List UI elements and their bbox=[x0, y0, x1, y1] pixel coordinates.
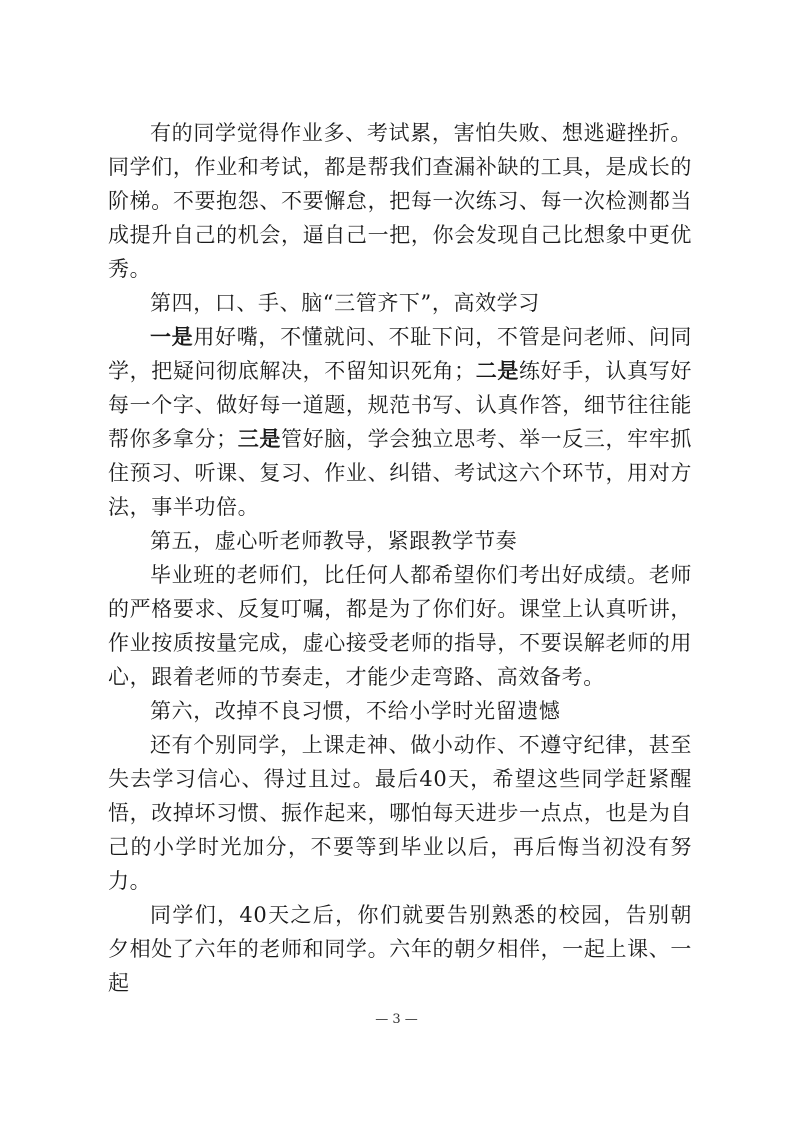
paragraph-teachers: 毕业班的老师们，比任何人都希望你们考出好成绩。老师的严格要求、反复叮嘱，都是为了你们好。课堂上认真听讲，作业按质按量完成，虚心接受老师的指导，不要误解老师的用心，跟着老师的节奏走，才能少走弯路、高效备考。 bbox=[108, 563, 692, 689]
heading-fifth: 第五，虚心听老师教导，紧跟教学节奏 bbox=[150, 529, 518, 553]
page-number: — 3 — bbox=[375, 1012, 418, 1027]
paragraph-habits: 还有个别同学，上课走神、做小动作、不遵守纪律，甚至失去学习信心、得过且过。最后40天，希望这些同学赶紧醒悟，改掉坏习惯、振作起来，哪怕每天进步一点点，也是为自己的小学时光加分，不要等到毕业以后，再后悔当初没有努力。 bbox=[108, 733, 692, 893]
label-third: 三是 bbox=[237, 426, 282, 451]
document-body bbox=[108, 116, 692, 1000]
heading-fourth: 第四，口、手、脑“三管齐下”，高效学习 bbox=[150, 291, 540, 315]
heading-sixth: 第六，改掉不良习惯，不给小学时光留遗憾 bbox=[150, 699, 561, 723]
label-second: 二是 bbox=[475, 358, 519, 383]
label-first: 一是 bbox=[150, 324, 194, 349]
text-second: 练好手，认真写好每一个字、做好每一道题，规范书写、认真作答，细节往往能帮你多拿分； bbox=[108, 359, 692, 451]
paragraph-three-methods bbox=[108, 320, 692, 524]
text-third: 管好脑，学会独立思考、举一反三，牢牢抓住预习、听课、复习、作业、纠错、考试这六个环节，用对方法，事半功倍。 bbox=[108, 427, 692, 519]
paragraph-farewell: 同学们，40天之后，你们就要告别熟悉的校园，告别朝夕相处了六年的老师和同学。六年的朝夕相伴，一起上课、一起 bbox=[108, 903, 692, 995]
paragraph-courage: 有的同学觉得作业多、考试累，害怕失败、想逃避挫折。同学们，作业和考试，都是帮我们查漏补缺的工具，是成长的阶梯。不要抱怨、不要懈怠，把每一次练习、每一次检测都当成提升自己的机会，逼自己一把，你会发现自己比想象中更优秀。 bbox=[108, 121, 692, 281]
text-first: 用好嘴，不懂就问、不耻下问，不管是问老师、问同学，把疑问彻底解决，不留知识死角； bbox=[108, 325, 692, 383]
